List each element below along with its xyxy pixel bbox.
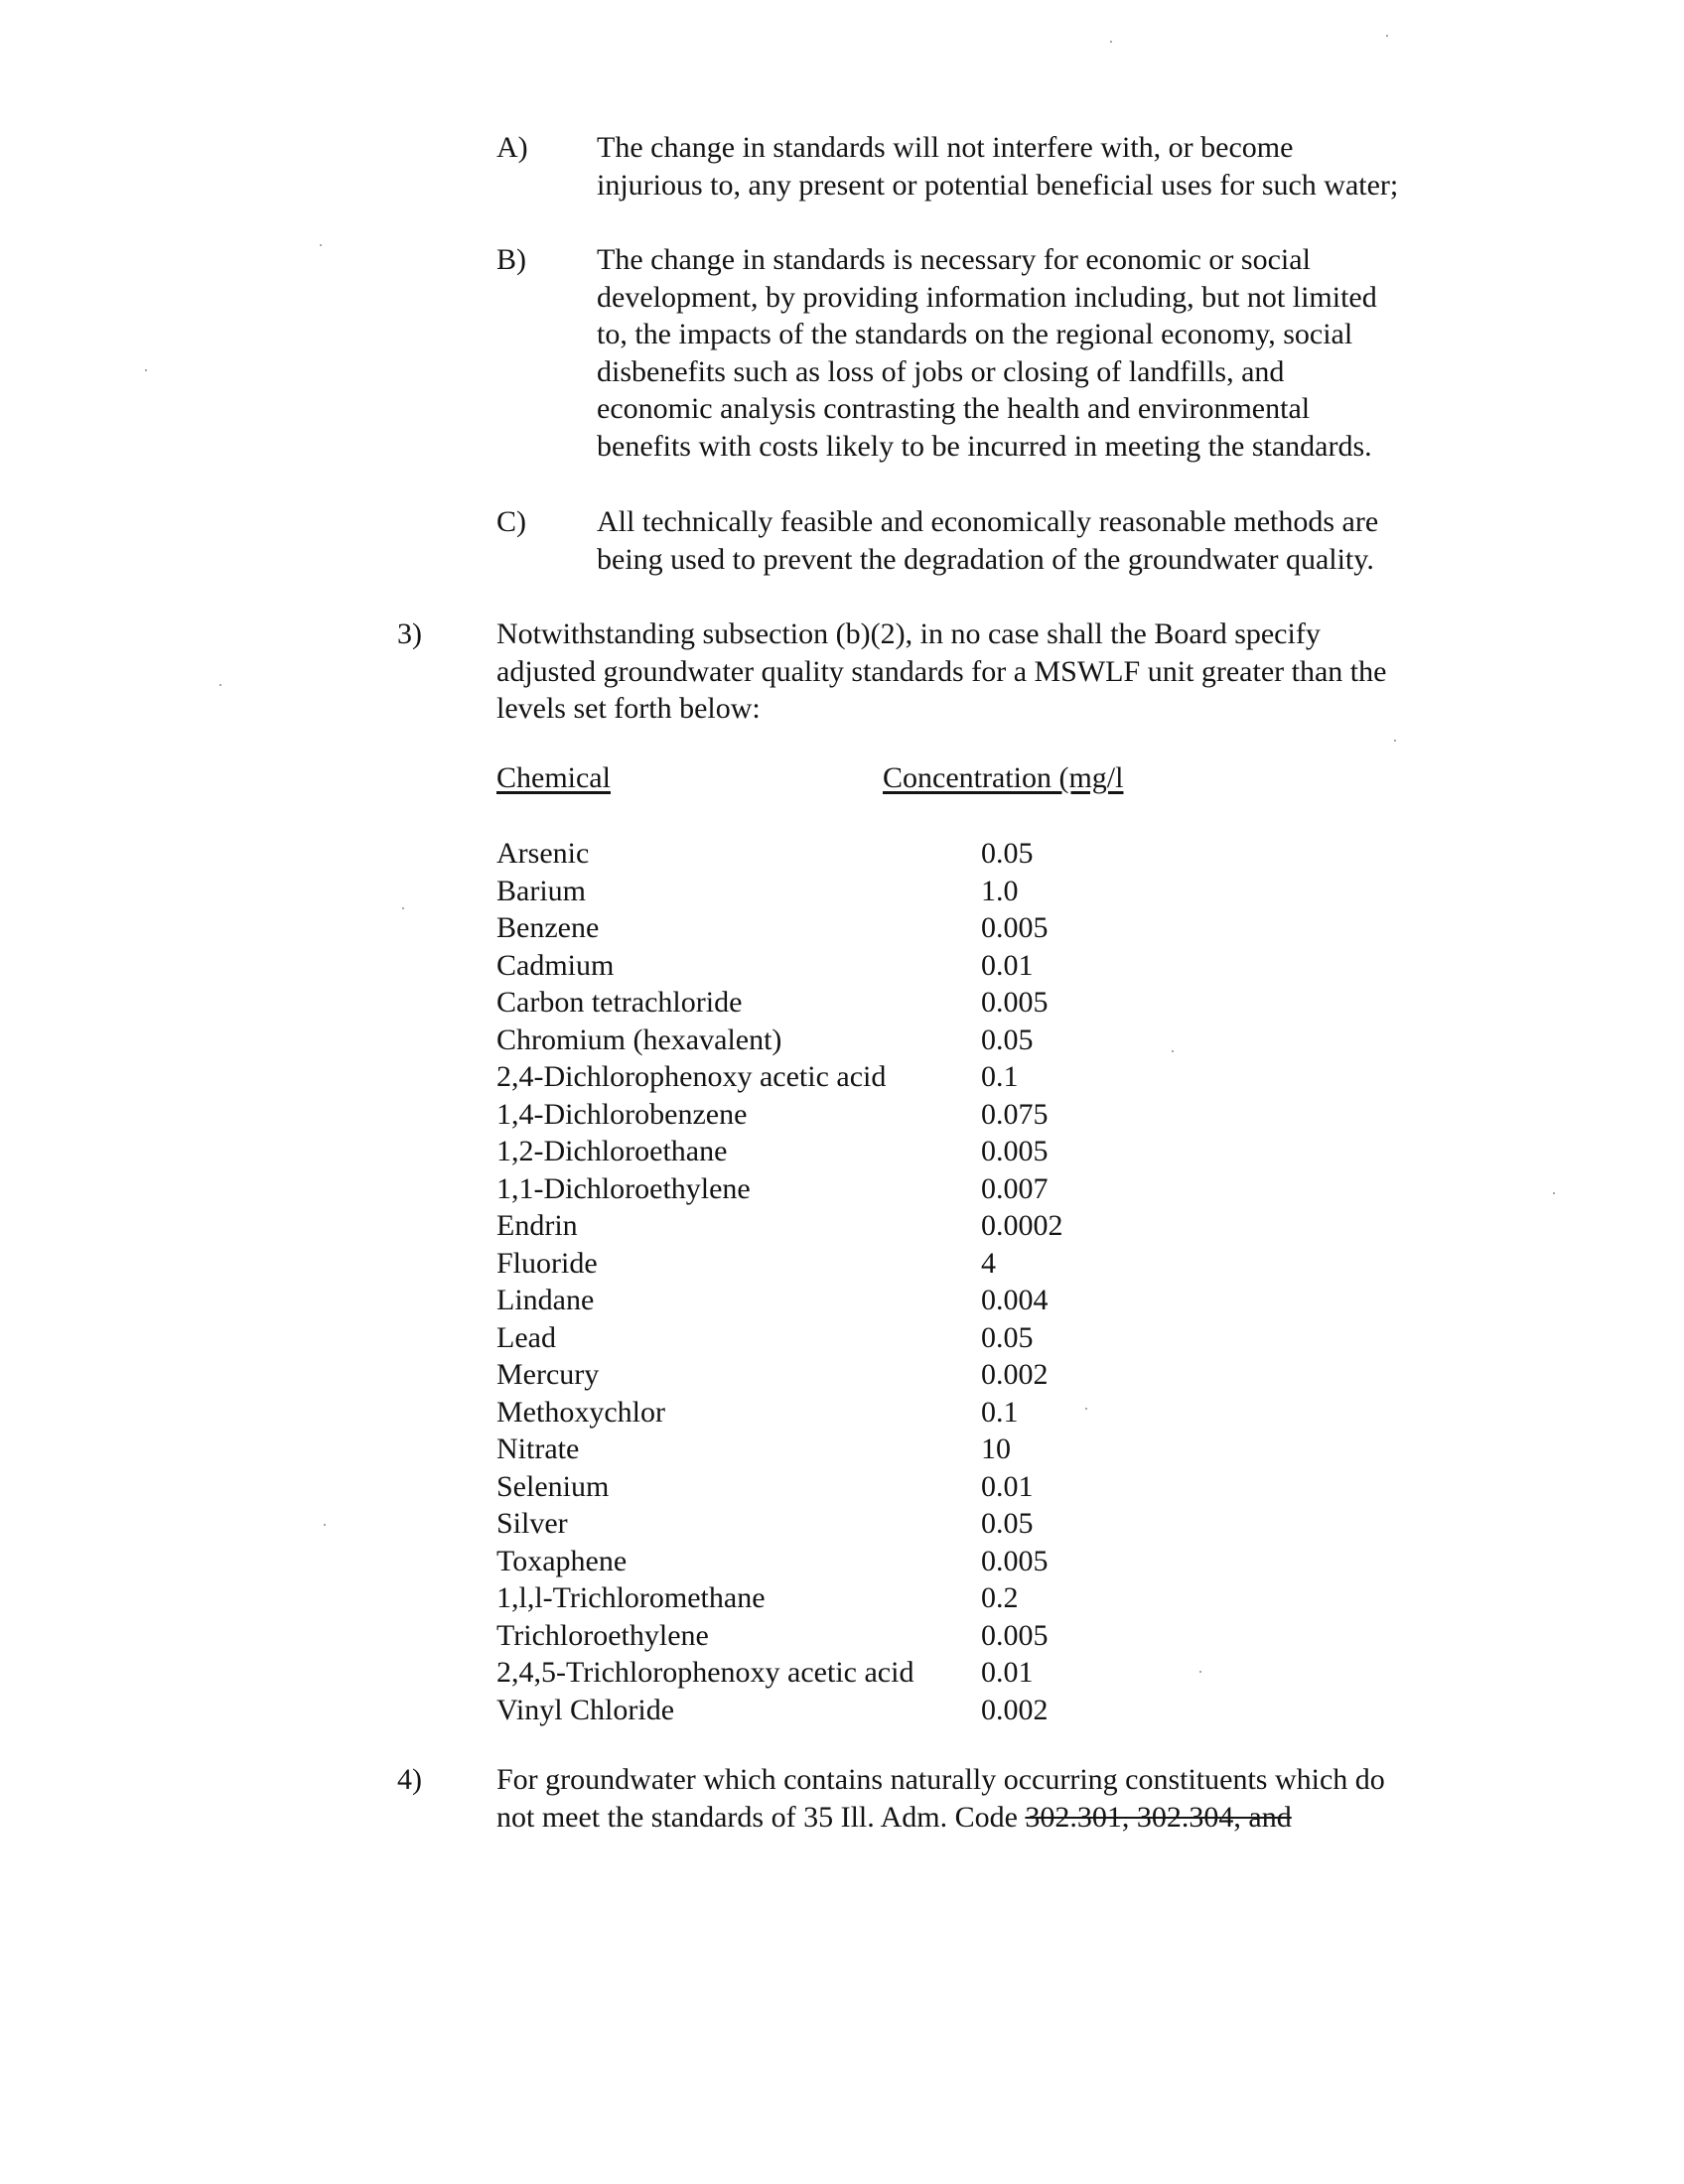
- chemical-name-cell: Methoxychlor: [496, 1395, 665, 1429]
- table-row: [496, 947, 1192, 985]
- concentration-value-cell: 0.01: [981, 1469, 1034, 1503]
- concentration-value-cell: 0.005: [981, 1618, 1049, 1652]
- concentration-value-cell: 0.005: [981, 911, 1049, 944]
- table-row: [496, 984, 1192, 1022]
- text-line: development, by providing information including, but not limited: [597, 280, 1377, 314]
- chemical-name-cell: Fluoride: [496, 1246, 598, 1280]
- subsection-c-label: C): [496, 505, 526, 538]
- text-line: being used to prevent the degradation of the groundwater quality.: [597, 542, 1374, 576]
- chemical-name-cell: Arsenic: [496, 837, 590, 870]
- scan-speck: [1110, 41, 1112, 43]
- chemical-name-cell: 2,4,5-Trichlorophenoxy acetic acid: [496, 1656, 914, 1689]
- text-line: All technically feasible and economically reasonable methods are: [597, 505, 1379, 538]
- concentration-value-cell: 0.0002: [981, 1209, 1063, 1242]
- subsection-c-text: [597, 503, 1490, 578]
- text-line: economic analysis contrasting the health and environmental: [597, 392, 1311, 425]
- text-line: benefits with costs likely to be incurred in meeting the standards.: [597, 429, 1372, 463]
- table-row: [496, 909, 1192, 947]
- concentration-value-cell: 0.005: [981, 1135, 1049, 1167]
- table-row: [496, 1468, 1192, 1506]
- chemical-name-cell: 1,1-Dichloroethylene: [496, 1171, 751, 1205]
- table-row: [496, 1617, 1192, 1655]
- text-line: levels set forth below:: [496, 692, 761, 725]
- concentration-value-cell: 0.2: [981, 1581, 1019, 1614]
- table-row: [496, 1133, 1192, 1170]
- table-row: [496, 1692, 1192, 1729]
- chemical-name-cell: Vinyl Chloride: [496, 1693, 675, 1726]
- table-body: [496, 835, 1192, 1728]
- chemical-name-cell: Barium: [496, 874, 586, 907]
- table-header: [496, 761, 1192, 801]
- chemical-name-cell: Chromium (hexavalent): [496, 1023, 782, 1056]
- concentration-value-cell: 0.007: [981, 1171, 1049, 1205]
- text-line: disbenefits such as loss of jobs or closing of landfills, and: [597, 354, 1285, 388]
- citation-text: not meet the standards of 35 Ill. Adm. Code: [496, 1800, 1026, 1834]
- chemical-name-cell: 1,l,l-Trichloromethane: [496, 1581, 766, 1614]
- concentration-value-cell: 0.004: [981, 1284, 1049, 1316]
- chemical-name-cell: 2,4-Dichlorophenoxy acetic acid: [496, 1060, 887, 1093]
- table-row: [496, 1505, 1192, 1543]
- table-row: [496, 873, 1192, 910]
- scan-speck: [324, 1524, 326, 1526]
- concentration-value-cell: 0.005: [981, 986, 1049, 1019]
- table-row: [496, 1282, 1192, 1319]
- concentration-value-cell: 0.01: [981, 1656, 1034, 1689]
- concentration-value-cell: 4: [981, 1246, 996, 1280]
- scan-speck: [402, 907, 404, 909]
- table-row: [496, 1207, 1192, 1245]
- text-line: The change in standards will not interfere with, or become: [597, 131, 1294, 164]
- subsection-a-text: [597, 129, 1490, 204]
- table-row: [496, 1394, 1192, 1432]
- concentration-value-cell: 0.002: [981, 1693, 1049, 1726]
- scan-speck: [1172, 1050, 1174, 1052]
- scan-speck: [145, 369, 147, 371]
- scan-speck: [1085, 1408, 1087, 1410]
- section-3-label: 3): [397, 617, 422, 650]
- subsection-b-text: [597, 241, 1490, 465]
- chemical-name-cell: Nitrate: [496, 1433, 580, 1465]
- concentration-value-cell: 1.0: [981, 874, 1019, 907]
- subsection-a-label: A): [496, 131, 528, 164]
- chemical-name-cell: 1,2-Dichloroethane: [496, 1135, 728, 1167]
- concentration-value-cell: 0.005: [981, 1544, 1049, 1577]
- scan-speck: [1553, 1192, 1555, 1194]
- text-line: to, the impacts of the standards on the regional economy, social: [597, 318, 1353, 350]
- scan-speck: [1394, 740, 1396, 742]
- concentration-value-cell: 0.1: [981, 1060, 1019, 1093]
- chemical-name-cell: Endrin: [496, 1209, 578, 1242]
- chemical-name-cell: Benzene: [496, 911, 600, 944]
- text-line: The change in standards is necessary for economic or social: [597, 243, 1311, 276]
- struck-citation: 302.301, 302.304, and: [1025, 1800, 1292, 1834]
- concentration-value-cell: 0.002: [981, 1358, 1049, 1391]
- table-row: [496, 1096, 1192, 1134]
- table-row: [496, 835, 1192, 873]
- chemical-column-header: Chemical: [496, 761, 611, 794]
- concentration-value-cell: 0.1: [981, 1395, 1019, 1429]
- concentration-value-cell: 10: [981, 1433, 1011, 1465]
- section-4-label: 4): [397, 1763, 422, 1796]
- concentration-value-cell: 0.075: [981, 1097, 1049, 1131]
- chemical-name-cell: Lindane: [496, 1284, 595, 1316]
- chemical-name-cell: Carbon tetrachloride: [496, 986, 743, 1019]
- subsection-b-label: B): [496, 243, 526, 276]
- text-line: adjusted groundwater quality standards for a MSWLF unit greater than the: [496, 654, 1387, 688]
- table-row: [496, 1058, 1192, 1096]
- table-row: [496, 1356, 1192, 1394]
- concentration-value-cell: 0.05: [981, 837, 1034, 870]
- chemical-name-cell: Toxaphene: [496, 1544, 628, 1577]
- chemical-name-cell: Trichloroethylene: [496, 1618, 709, 1652]
- concentration-value-cell: 0.05: [981, 1320, 1034, 1354]
- scan-speck: [320, 244, 322, 246]
- concentration-value-cell: 0.01: [981, 948, 1034, 982]
- table-row: [496, 1022, 1192, 1059]
- section-3-text: [496, 615, 1489, 728]
- text-line: Notwithstanding subsection (b)(2), in no case shall the Board specify: [496, 617, 1321, 650]
- scan-speck: [219, 684, 221, 686]
- chemical-name-cell: Selenium: [496, 1469, 610, 1503]
- concentration-value-cell: 0.05: [981, 1023, 1034, 1056]
- table-row: [496, 1431, 1192, 1468]
- table-row: [496, 1579, 1192, 1617]
- text-line: [496, 1799, 1489, 1837]
- table-row: [496, 1654, 1192, 1692]
- concentration-column-header: Concentration (mg/l: [883, 761, 1124, 794]
- chemical-name-cell: Mercury: [496, 1358, 600, 1391]
- concentration-value-cell: 0.05: [981, 1507, 1034, 1540]
- text-line: For groundwater which contains naturally occurring constituents which do: [496, 1763, 1385, 1796]
- chemical-name-cell: Silver: [496, 1507, 568, 1540]
- table-row: [496, 1245, 1192, 1283]
- table-row: [496, 1543, 1192, 1580]
- text-line: injurious to, any present or potential beneficial uses for such water;: [597, 168, 1399, 202]
- table-row: [496, 1170, 1192, 1208]
- chemical-name-cell: Lead: [496, 1320, 556, 1354]
- scan-speck: [1199, 1671, 1201, 1673]
- chemical-name-cell: Cadmium: [496, 948, 615, 982]
- table-row: [496, 1319, 1192, 1357]
- chemical-name-cell: 1,4-Dichlorobenzene: [496, 1097, 748, 1131]
- scan-speck: [1386, 35, 1388, 37]
- section-4-text: [496, 1761, 1489, 1836]
